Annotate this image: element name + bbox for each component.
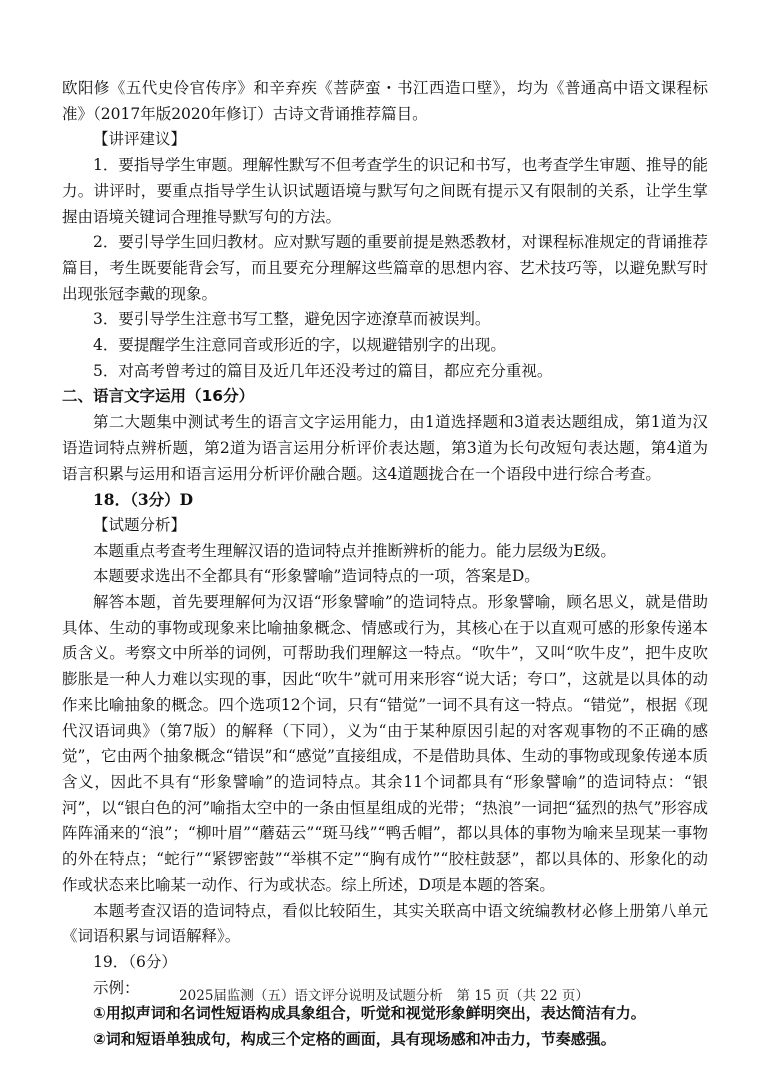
q18-analysis-label: 【试题分析】 [93, 515, 187, 534]
section2-heading: 二、语言文字运用（16分） [62, 387, 255, 406]
q19-header: 19．（6分） [93, 952, 177, 971]
q19-sample-2: ②词和短语单独成句，构成三个定格的画面，具有现场感和冲击力，节奏感强。 [93, 1030, 616, 1049]
q18-header: 18．（3分）D [93, 490, 194, 510]
advice-item-2: 2．要引导学生回归教材。应对默写题的重要前提是熟悉教材，对课程标准规定的背诵推荐篇目，考生既要能背会写，而且要充分理解这些篇章的思想内容、艺术技巧等，以避免默写时出现张冠李戴的现象。 [62, 233, 708, 303]
advice-item-1: 1．要指导学生审题。理解性默写不但考查学生的识记和书写，也考查学生审题、推导的能力。讲评时，要重点指导学生认识试题语境与默写句之间既有提示又有限制的关系，让学生掌握由语境关键词合理推导默写句的方法。 [62, 156, 708, 226]
q18-paragraph-4: 本题考查汉语的造词特点，看似比较陌生，其实关联高中语文统编教材必修上册第八单元《词语积累与词语解释》。 [62, 901, 708, 946]
section2-intro: 第二大题集中测试考生的语言文字运用能力，由1道选择题和3道表达题组成，第1道为汉语造词特点辨析题，第2道为语言运用分析评价表达题，第3道为长句改短句表达题，第4道为语言积累与运用和语言运用分析评价融合题。这4道题拢合在一个语段中进行综合考查。 [62, 413, 708, 483]
page-footer: 2025届监测（五）语文评分说明及试题分析 第 15 页（共 22 页） [179, 988, 589, 1004]
q18-paragraph-1: 本题重点考查考生理解汉语的造词特点并推断辨析的能力。能力层级为E级。 [93, 541, 616, 560]
q18-paragraph-3: 解答本题，首先要理解何为汉语“形象譬喻”的造词特点。形象譬喻，顾名思义，就是借助具体、生动的事物或现象来比喻抽象概念、情感或行为，其核心在于以直观可感的形象传递本质含义。考察文中所举的词例，可帮助我们理解这一特点。“吹牛”，又叫“吹牛皮”，把牛皮吹膨胀是一种人力难以实现的事，因此“吹牛”就可用来形容“说大话；夸口”，这就是以具体的动作来比喻抽象的概念。四个选项12个词，只有“错觉”一词不具有这一特点。“错觉”，根据《现代汉语词典》（第7版）的解释（下同），义为“由于某种原因引起的对客观事物的不正确的感觉”，它由两个抽象概念“错误”和“感觉”直接组成，不是借助具体、生动的事物或现象传递本质含义，因此不具有“形象譬喻”的造词特点。其余11个词都具有“形象譬喻”的造词特点：“银河”，以“银白色的河”喻指太空中的一条由恒星组成的光带；“热浪”一词把“猛烈的热气”形容成阵阵涌来的“浪”；“柳叶眉”“蘑菇云”“斑马线”“鸭舌帽”，都以具体的事物为喻来呈现某一事物的外在特点；“蛇行”“紧锣密鼓”“举棋不定”“胸有成竹”“胶柱鼓瑟”，都以具体的、形象化的动作或状态来比喻某一动作、行为或状态。综上所述，D项是本题的答案。 [62, 593, 708, 894]
q19-sample-label: 示例： [93, 978, 140, 997]
advice-label: 【讲评建议】 [93, 130, 187, 149]
intro-paragraph: 欧阳修《五代史伶官传序》和辛弃疾《菩萨蛮・书江西造口壁》，均为《普通高中语文课程标准》（2017年版2020年修订）古诗文背诵推荐篇目。 [62, 79, 708, 123]
q18-paragraph-2: 本题要求选出不全都具有“形象譬喻”造词特点的一项，答案是D。 [93, 567, 540, 586]
advice-item-3: 3．要引导学生注意书写工整，避免因字迹潦草而被误判。 [93, 310, 491, 329]
advice-item-4: 4．要提醒学生注意同音或形近的字，以规避错别字的出现。 [93, 336, 506, 355]
advice-item-5: 5．对高考曾考过的篇目及近几年还没考过的篇目，都应充分重视。 [93, 361, 553, 380]
q19-sample-1: ①用拟声词和名词性短语构成具象组合，听觉和视觉形象鲜明突出，表达简洁有力。 [93, 1004, 646, 1023]
